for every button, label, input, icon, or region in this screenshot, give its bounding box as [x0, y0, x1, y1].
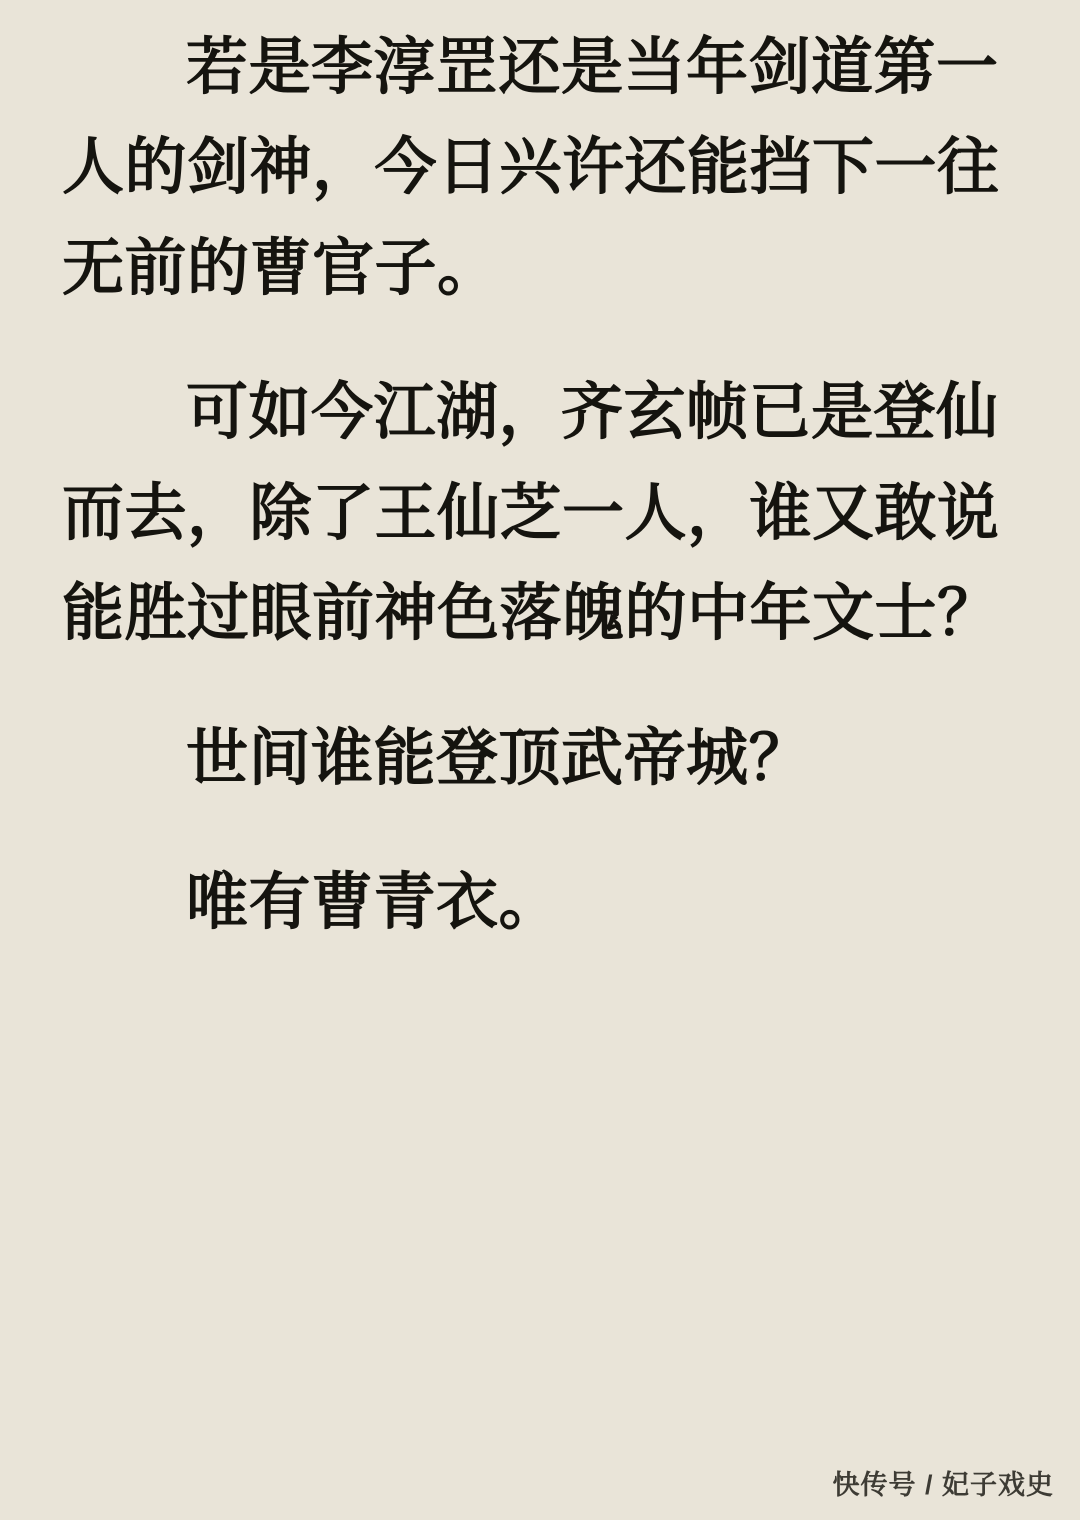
watermark-label: 快传号 / 妃子戏史	[832, 1470, 1054, 1500]
paragraph-2: 可如今江湖，齐玄帧已是登仙而去，除了王仙芝一人，谁又敢说能胜过眼前神色落魄的中年文士？	[62, 378, 1000, 649]
paragraph-3: 世间谁能登顶武帝城？	[186, 723, 812, 793]
paragraph-4: 唯有曹青衣。	[186, 868, 562, 938]
paragraph-1: 若是李淳罡还是当年剑道第一人的剑神，今日兴许还能挡下一往无前的曹官子。	[62, 33, 1000, 303]
